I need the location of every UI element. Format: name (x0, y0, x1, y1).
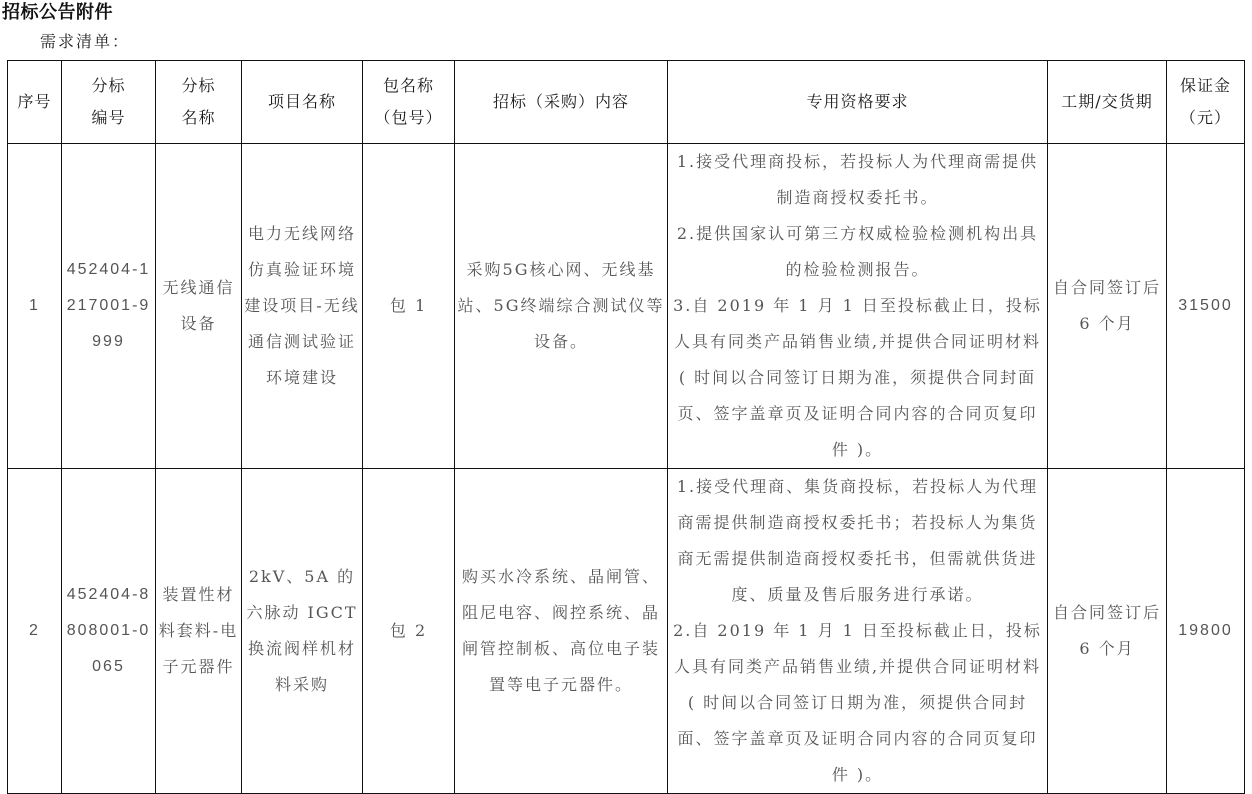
table-row (8, 144, 1245, 469)
cell-lot-code: 452404-1217001-9999 (62, 144, 156, 469)
document-title: 招标公告附件 (2, 2, 113, 23)
cell-package: 包 1 (363, 144, 455, 469)
cell-lot-name: 无线通信设备 (156, 144, 242, 469)
cell-deposit: 19800 (1167, 469, 1245, 794)
qualification-item: 1.接受代理商投标，若投标人为代理商需提供制造商授权委托书。 (676, 152, 1039, 207)
qualification-item: 2.提供国家认可第三方权威检验检测机构出具的检验检测报告。 (676, 224, 1039, 279)
cell-seq: 1 (8, 144, 62, 469)
cell-content: 购买水冷系统、晶闸管、阻尼电容、阀控系统、晶闸管控制板、高位电子装置等电子元器件。 (455, 469, 668, 794)
cell-project-name: 电力无线网络仿真验证环境建设项目-无线通信测试验证环境建设 (242, 144, 363, 469)
cell-period: 自合同签订后6 个月 (1048, 144, 1167, 469)
table-row (8, 469, 1245, 794)
header-package: 包名称 （包号） (363, 61, 455, 144)
header-project-name: 项目名称 (242, 61, 363, 144)
table-header-row (8, 61, 1245, 144)
cell-content: 采购5G核心网、无线基站、5G终端综合测试仪等设备。 (455, 144, 668, 469)
cell-package: 包 2 (363, 469, 455, 794)
requirements-table (7, 60, 1245, 794)
header-lot-name: 分标 名称 (156, 61, 242, 144)
cell-seq: 2 (8, 469, 62, 794)
header-lot-code: 分标 编号 (62, 61, 156, 144)
cell-qualifications (668, 469, 1048, 794)
header-qualification: 专用资格要求 (668, 61, 1048, 144)
cell-lot-code: 452404-8808001-0065 (62, 469, 156, 794)
qualification-item: 1.接受代理商、集货商投标，若投标人为代理商需提供制造商授权委托书；若投标人为集货商无需提供制造商授权委托书，但需就供货进度、质量及售后服务进行承诺。 (676, 477, 1039, 604)
qualification-item: 3.自 2019 年 1 月 1 日至投标截止日，投标人具有同类产品销售业绩,并提供合同证明材料( 时间以合同签订日期为准，须提供合同封面页、签字盖章页及证明合同内容的合同页复印件 )。 (673, 296, 1042, 459)
header-deposit: 保证金 （元） (1167, 61, 1245, 144)
header-seq: 序号 (8, 61, 62, 144)
cell-qualifications (668, 144, 1048, 469)
cell-deposit: 31500 (1167, 144, 1245, 469)
requirements-list-label: 需求清单： (40, 32, 131, 51)
header-period: 工期/交货期 (1048, 61, 1167, 144)
cell-period: 自合同签订后6 个月 (1048, 469, 1167, 794)
qualification-item: 2.自 2019 年 1 月 1 日至投标截止日，投标人具有同类产品销售业绩,并提供合同证明材料( 时间以合同签订日期为准，须提供合同封面、签字盖章页及证明合同内容的合同页复印件 )。 (673, 621, 1042, 784)
cell-lot-name: 装置性材料套料-电子元器件 (156, 469, 242, 794)
cell-project-name: 2kV、5A 的六脉动 IGCT 换流阀样机材料采购 (242, 469, 363, 794)
header-content: 招标（采购）内容 (455, 61, 668, 144)
